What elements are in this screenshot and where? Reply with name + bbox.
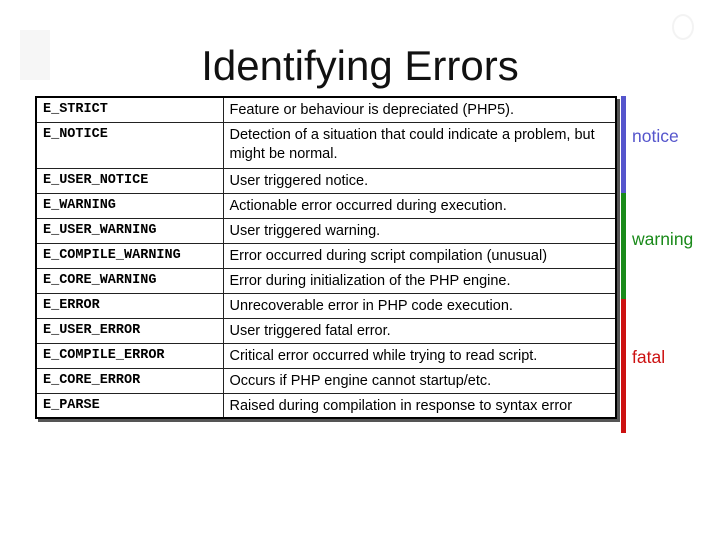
error-constant: E_STRICT [36,97,223,122]
error-constant: E_CORE_ERROR [36,368,223,393]
error-constant: E_COMPILE_ERROR [36,343,223,368]
error-description: Occurs if PHP engine cannot startup/etc. [223,368,616,393]
fatal-category-bar [621,299,626,433]
error-description: User triggered warning. [223,218,616,243]
error-description: Error during initialization of the PHP engine. [223,268,616,293]
fatal-category-label: fatal [632,347,666,367]
error-constant: E_USER_ERROR [36,318,223,343]
table-row [36,97,616,122]
error-constant: E_USER_NOTICE [36,168,223,193]
table-row [36,218,616,243]
error-description: User triggered fatal error. [223,318,616,343]
error-description: Feature or behaviour is depreciated (PHP5). [223,97,616,122]
table-row [36,368,616,393]
table-row [36,193,616,218]
table-row [36,293,616,318]
error-table [35,96,617,419]
table-row [36,318,616,343]
error-description: User triggered notice. [223,168,616,193]
error-constant: E_WARNING [36,193,223,218]
error-description: Actionable error occurred during execution. [223,193,616,218]
error-constant: E_NOTICE [36,122,223,168]
table-row [36,168,616,193]
warning-category-bar [621,193,626,299]
error-description: Detection of a situation that could indicate a problem, but might be normal. [223,122,616,168]
table-row [36,343,616,368]
error-description: Error occurred during script compilation (unusual) [223,243,616,268]
table-row [36,393,616,418]
table-row [36,122,616,168]
page-title: Identifying Errors [201,42,519,89]
error-constant: E_USER_WARNING [36,218,223,243]
warning-category-label: warning [632,229,694,249]
notice-category-bar [621,96,626,193]
error-description: Raised during compilation in response to syntax error [223,393,616,418]
notice-category-label: notice [632,126,679,146]
error-constant: E_PARSE [36,393,223,418]
table-row [36,268,616,293]
background-decoration [672,14,694,40]
error-description: Unrecoverable error in PHP code execution. [223,293,616,318]
error-constant: E_ERROR [36,293,223,318]
error-description: Critical error occurred while trying to read script. [223,343,616,368]
error-constant: E_CORE_WARNING [36,268,223,293]
table-row [36,243,616,268]
error-constant: E_COMPILE_WARNING [36,243,223,268]
